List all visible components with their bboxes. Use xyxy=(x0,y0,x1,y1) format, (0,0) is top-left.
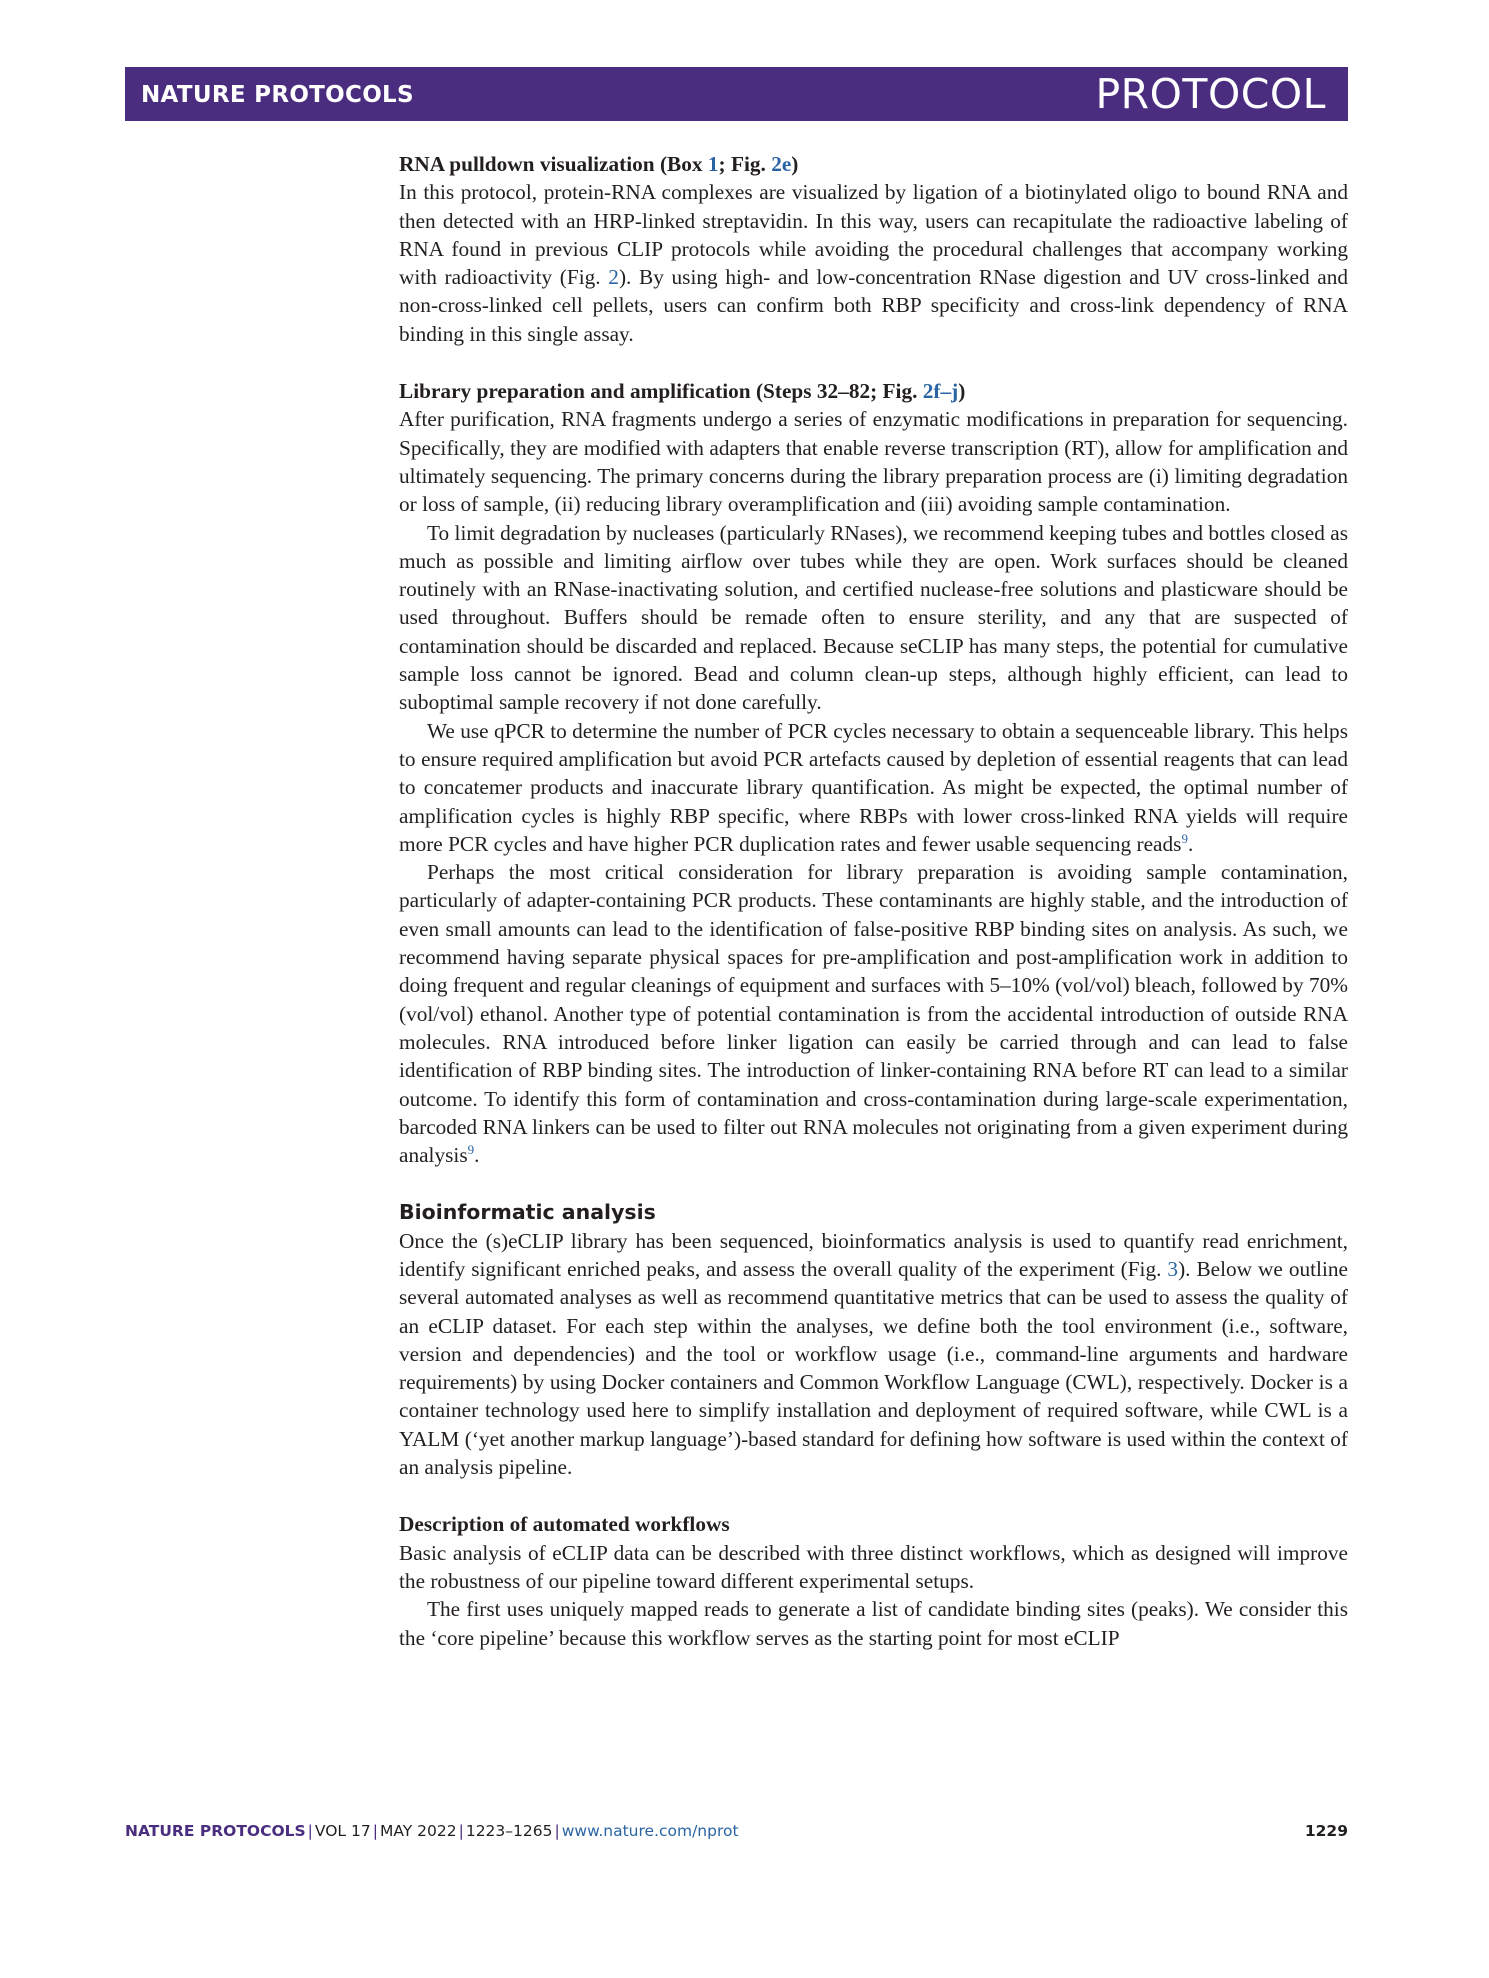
paragraph-workflows-1: Basic analysis of eCLIP data can be described with three distinct workflows, which as designed will improve the robustness of our pipeline toward different experimental setups. xyxy=(399,1540,1348,1593)
paragraph-rna-pulldown: In this protocol, protein-RNA complexes are visualized by ligation of a biotinylated oligo to bound RNA and then detected with an HRP-linked streptavidin. In this way, users can recapitulate the radioactive labeling of RNA found in previous CLIP protocols while avoiding the procedural challenges that accompany working with radioactivity (Fig. 2). By using high- and low-concentration RNase digestion and UV cross-linked and non-cross-linked cell pellets, users can confirm both RBP specificity and cross-link dependency of RNA binding in this single assay. xyxy=(399,180,1348,346)
journal-header-bar xyxy=(125,67,1348,121)
section-title-rna-pulldown: RNA pulldown visualization (Box 1; Fig. 2e) xyxy=(399,152,799,176)
section-title-library-prep: Library preparation and amplification (Steps 32–82; Fig. 2f–j) xyxy=(399,379,966,404)
fig-2e-link[interactable]: 2e xyxy=(771,152,792,176)
paragraph-library-prep-3: We use qPCR to determine the number of PCR cycles necessary to obtain a sequenceable library. This helps to ensure required amplification but avoid PCR artefacts caused by depletion of essential reagents that can lead to concatemer products and inaccurate library quantification. As might be expected, the optimal number of amplification cycles is highly RBP specific, where RBPs with lower cross-linked RNA yields will require more PCR cycles and have higher PCR duplication rates and fewer usable sequencing reads$^9$. xyxy=(399,718,1348,856)
paragraph-library-prep-4: Perhaps the most critical consideration for library preparation is avoiding sample contamination, particularly of adapter-containing PCR products. These contaminants are highly stable, and the introduction of even small amounts can lead to the identification of false-positive RBP binding sites on analysis. As such, we recommend having separate physical spaces for pre-amplification and post-amplification work in addition to doing frequent and regular cleanings of equipment and surfaces with 5–10% (vol/vol) bleach, followed by 70% (vol/vol) ethanol. Another type of potential contamination is from the accidental introduction of outside RNA molecules. RNA introduced before linker ligation can easily be carried through and can lead to false identification of RBP binding sites. The introduction of linker-containing RNA before RT can lead to a similar outcome. To identify this form of contamination and cross-contamination during large-scale experimentation, barcoded RNA linkers can be used to filter out RNA molecules not originating from a given experiment during analysis$^9$. xyxy=(399,860,1348,1168)
paragraph-workflows-2: The first uses uniquely mapped reads to generate a list of candidate binding sites (peaks). We consider this the ‘core pipeline’ because this workflow serves as the starting point for most eCLIP xyxy=(399,1597,1348,1650)
footer-url-link[interactable]: www.nature.com/nprot xyxy=(561,1822,739,1840)
fig-3-link[interactable]: 3 xyxy=(1167,1256,1179,1281)
footer-citation: NATURE PROTOCOLS | VOL 17 | MAY 2022 | 1223–1265 | www.nature.com/nprot xyxy=(125,1822,739,1840)
citation-9-link-2[interactable]: 9 xyxy=(467,1142,475,1158)
header-journal-name: NATURE PROTOCOLS xyxy=(141,82,414,108)
fig-2f-j-link[interactable]: 2f–j xyxy=(922,379,959,404)
citation-9-link[interactable]: 9 xyxy=(1181,830,1188,846)
section-title-bioinformatic: Bioinformatic analysis xyxy=(399,1200,656,1225)
box-1-link[interactable]: 1 xyxy=(707,152,719,176)
fig-2-link[interactable]: 2 xyxy=(608,265,619,290)
footer-page-number: 1229 xyxy=(1304,1822,1348,1840)
paragraph-library-prep-1: After purification, RNA fragments undergo a series of enzymatic modifications in preparation for sequencing. Specifically, they are modified with adapters that enable reverse transcription (RT), allow for amplification and ultimately sequencing. The primary concerns during the library preparation process are (i) limiting degradation or loss of sample, (ii) reducing library overamplification and (iii) avoiding sample contamination. xyxy=(399,407,1348,517)
paragraph-bioinformatic: Once the (s)eCLIP library has been sequenced, bioinformatics analysis is used to quantify read enrichment, identify significant enriched peaks, and assess the overall quality of the experiment (Fig. 3). Below we outline several automated analyses as well as recommend quantitative metrics that can be used to assess the quality of an eCLIP dataset. For each step within the analyses, we define both the tool environment (i.e., software, version and dependencies) and the tool or workflow usage (i.e., command-line arguments and hardware requirements) by using Docker containers and Common Workflow Language (CWL), respectively. Docker is a container technology used here to simplify installation and deployment of required software, while CWL is a YALM (‘yet another markup language’)-based standard for defining how software is used within the context of an analysis pipeline. xyxy=(399,1228,1348,1480)
footer-pages: 1223–1265 xyxy=(465,1822,553,1840)
article-body xyxy=(399,150,1348,1652)
footer-date: MAY 2022 xyxy=(379,1822,457,1840)
header-article-type: PROTOCOL xyxy=(1095,70,1326,118)
paragraph-library-prep-4-text: Perhaps the most critical consideration for library preparation is avoiding sample contamination, particularly of adapter-containing PCR products. These contaminants are highly stable, and the introduction of even small amounts can lead to the identification of false-positive RBP binding sites on analysis. As such, we recommend having separate physical spaces for pre-amplification and post-amplification work in addition to doing frequent and regular cleanings of equipment and surfaces with 5–10% (vol/vol) bleach, followed by 70% (vol/vol) ethanol. Another type of potential contamination is from the accidental introduction of outside RNA molecules. RNA introduced before linker ligation can easily be carried through and can lead to false identification of RBP binding sites. The introduction of linker-containing RNA before RT can lead to a similar outcome. To identify this form of contamination and cross-contamination during large-scale experimentation, barcoded RNA linkers can be used to filter out RNA molecules not originating from a given experiment during analysis xyxy=(399,860,1348,1168)
page-footer xyxy=(125,1822,1348,1846)
footer-volume: VOL 17 xyxy=(314,1822,371,1840)
paragraph-library-prep-3-text: We use qPCR to determine the number of PCR cycles necessary to obtain a sequenceable library. This helps to ensure required amplification but avoid PCR artefacts caused by depletion of essential reagents that can lead to concatemer products and inaccurate library quantification. As might be expected, the optimal number of amplification cycles is highly RBP specific, where RBPs with lower cross-linked RNA yields will require more PCR cycles and have higher PCR duplication rates and fewer usable sequencing reads xyxy=(399,718,1348,856)
section-title-workflows: Description of automated workflows xyxy=(399,1512,730,1537)
paragraph-library-prep-2: To limit degradation by nucleases (particularly RNases), we recommend keeping tubes and bottles closed as much as possible and limiting airflow over tubes while they are open. Work surfaces should be cleaned routinely with an RNase-inactivating solution, and certified nuclease-free solutions and plasticware should be used throughout. Buffers should be remade often to ensure sterility, and any that are suspected of contamination should be discarded and replaced. Because seCLIP has many steps, the potential for cumulative sample loss cannot be ignored. Bead and column clean-up steps, although highly efficient, can lead to suboptimal sample recovery if not done carefully. xyxy=(399,520,1348,715)
footer-journal: NATURE PROTOCOLS xyxy=(125,1822,306,1840)
